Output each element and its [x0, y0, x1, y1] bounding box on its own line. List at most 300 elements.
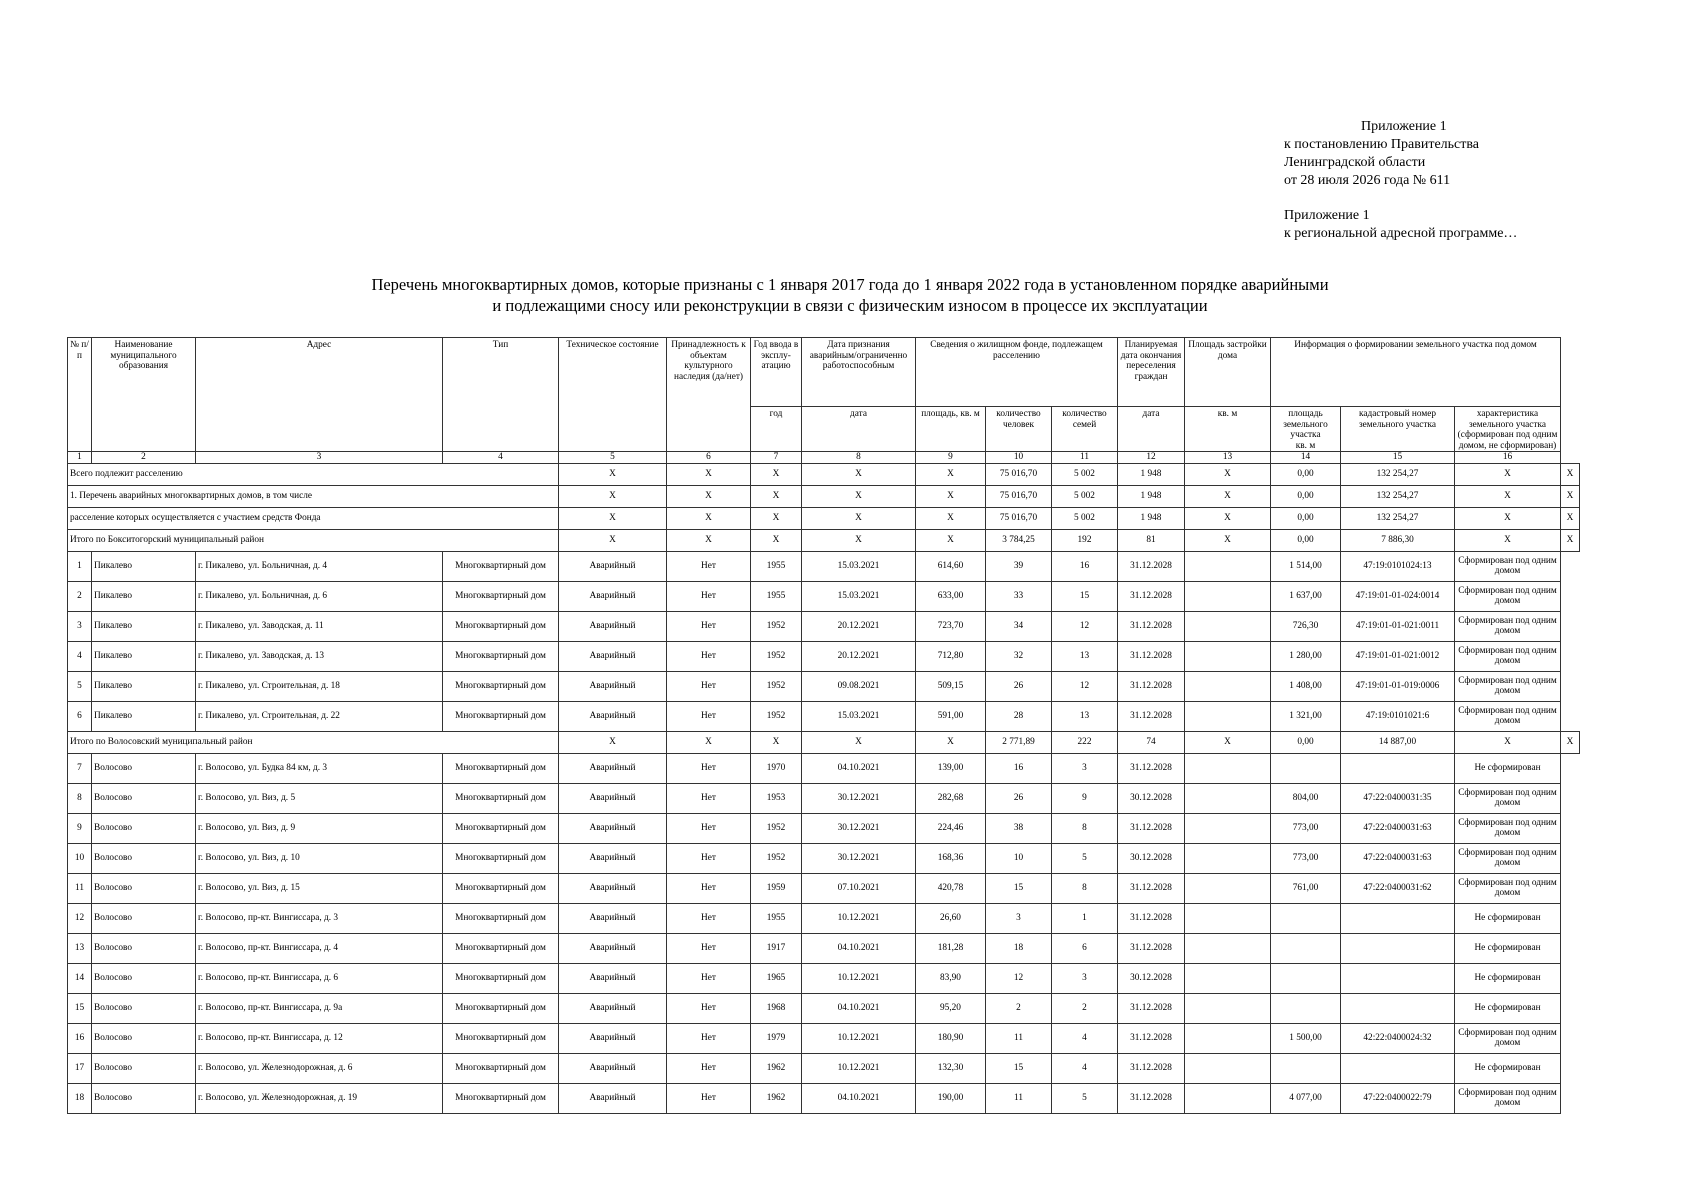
cell-type: Многоквартирный дом [443, 581, 559, 611]
cell-build-area [1185, 933, 1271, 963]
table-row [68, 753, 1580, 783]
cell-planned: X [1185, 529, 1271, 551]
table-row [68, 641, 1580, 671]
cell-area: 181,28 [916, 933, 986, 963]
cell-address: г. Волосово, пр-кт. Вингиссара, д. 12 [196, 1023, 443, 1053]
table-row [68, 783, 1580, 813]
cell-type: Многоквартирный дом [443, 993, 559, 1023]
cell-date: 04.10.2021 [802, 933, 916, 963]
cell-people: 5 002 [1052, 507, 1118, 529]
cell-planned: 31.12.2028 [1118, 701, 1185, 731]
cell-state: X [667, 731, 751, 753]
cell-area: 168,36 [916, 843, 986, 873]
cell-area: 282,68 [916, 783, 986, 813]
table-row [68, 873, 1580, 903]
table-body [68, 463, 1580, 1113]
cell-municipality: Пикалево [92, 581, 196, 611]
cell-municipality: Волосово [92, 1023, 196, 1053]
cell-land-area: 4 077,00 [1271, 1083, 1341, 1113]
cell-year: 1952 [751, 813, 802, 843]
cell-families: 12 [1052, 671, 1118, 701]
header-land-area: площадь земельного участка [1283, 409, 1328, 441]
table-row [68, 1053, 1580, 1083]
cell-heritage: Нет [667, 641, 751, 671]
cell-state: Аварийный [559, 611, 667, 641]
column-number: 14 [1271, 452, 1341, 464]
cell-date: 04.10.2021 [802, 753, 916, 783]
cell-families: 8 [1052, 873, 1118, 903]
cell-area: 190,00 [916, 1083, 986, 1113]
cell-land-area: 1 637,00 [1271, 581, 1341, 611]
appendix-line: Приложение 1 [1361, 119, 1447, 134]
cell-build-area [1185, 1083, 1271, 1113]
cell-cadastral [1341, 903, 1455, 933]
cell-heritage: Нет [667, 783, 751, 813]
cell-date: 15.03.2021 [802, 701, 916, 731]
cell-land-char: Не сформирован [1455, 933, 1561, 963]
cell-build-area [1185, 963, 1271, 993]
cell-num: 13 [68, 933, 92, 963]
cell-people: 39 [986, 551, 1052, 581]
cell-date: 15.03.2021 [802, 551, 916, 581]
appendix-line: к региональной адресной программе… [1284, 226, 1518, 241]
cell-date: 04.10.2021 [802, 993, 916, 1023]
cell-heritage: Нет [667, 903, 751, 933]
cell-heritage: Нет [667, 873, 751, 903]
cell-families: 13 [1052, 641, 1118, 671]
cell-land-area: 132 254,27 [1341, 507, 1455, 529]
cell-land-char: Не сформирован [1455, 903, 1561, 933]
cell-area: 75 016,70 [986, 507, 1052, 529]
cell-cadastral: 47:22:0400031:63 [1341, 813, 1455, 843]
cell-land-char: Сформирован под одним домом [1455, 1083, 1561, 1113]
cell-families: 16 [1052, 551, 1118, 581]
cell-cadastral: 42:22:0400024:32 [1341, 1023, 1455, 1053]
cell-heritage: Нет [667, 1083, 751, 1113]
cell-area: 26,60 [916, 903, 986, 933]
cell-cadastral: X [1455, 529, 1561, 551]
cell-heritage: X [751, 529, 802, 551]
cell-people: 10 [986, 843, 1052, 873]
total-label: Всего подлежит расселению [68, 463, 559, 485]
appendix-line: Ленинградской области [1284, 155, 1426, 170]
cell-state: Аварийный [559, 933, 667, 963]
cell-build-area [1185, 813, 1271, 843]
cell-land-char: Не сформирован [1455, 963, 1561, 993]
cell-municipality: Волосово [92, 933, 196, 963]
document-title [60, 274, 1640, 316]
cell-date: X [916, 507, 986, 529]
cell-address: г. Волосово, пр-кт. Вингиссара, д. 3 [196, 903, 443, 933]
cell-heritage: X [751, 731, 802, 753]
cell-type: Многоквартирный дом [443, 963, 559, 993]
cell-num: 4 [68, 641, 92, 671]
cell-land-char: Сформирован под одним домом [1455, 671, 1561, 701]
cell-type: Многоквартирный дом [443, 701, 559, 731]
cell-land-area: 7 886,30 [1341, 529, 1455, 551]
cell-people: 5 002 [1052, 485, 1118, 507]
cell-land-area [1271, 903, 1341, 933]
cell-cadastral: 47:19:0101021:6 [1341, 701, 1455, 731]
cell-families: 4 [1052, 1053, 1118, 1083]
cell-cadastral: X [1455, 507, 1561, 529]
cell-heritage: Нет [667, 843, 751, 873]
cell-type: Многоквартирный дом [443, 843, 559, 873]
cell-planned: 31.12.2028 [1118, 611, 1185, 641]
cell-cadastral: X [1455, 463, 1561, 485]
cell-land-char: Сформирован под одним домом [1455, 873, 1561, 903]
cell-planned: 31.12.2028 [1118, 1083, 1185, 1113]
cell-people: 11 [986, 1083, 1052, 1113]
cell-year: X [802, 529, 916, 551]
cell-land-char: Не сформирован [1455, 1053, 1561, 1083]
unit-year: год [751, 407, 802, 452]
cell-families: 5 [1052, 843, 1118, 873]
cell-people: 16 [986, 753, 1052, 783]
unit-date: дата [802, 407, 916, 452]
cell-area: 723,70 [916, 611, 986, 641]
cell-area: 633,00 [916, 581, 986, 611]
table-row [68, 671, 1580, 701]
cell-year: 1962 [751, 1053, 802, 1083]
table-row [68, 813, 1580, 843]
cell-date: 15.03.2021 [802, 581, 916, 611]
cell-people: 12 [986, 963, 1052, 993]
column-number: 10 [986, 452, 1052, 464]
cell-land-area: 1 321,00 [1271, 701, 1341, 731]
header-planned-end: Планируемая дата окончания переселения граждан [1118, 338, 1185, 407]
cell-heritage: X [751, 507, 802, 529]
cell-type: X [559, 731, 667, 753]
title-line: и подлежащими сносу или реконструкции в связи с физическим износом в процессе их эксплуатации [492, 296, 1208, 315]
cell-type: X [559, 507, 667, 529]
cell-state: Аварийный [559, 783, 667, 813]
appendix-line: Приложение 1 [1284, 208, 1370, 223]
cell-land-area [1271, 1053, 1341, 1083]
cell-planned: 31.12.2028 [1118, 1023, 1185, 1053]
cell-heritage: Нет [667, 1053, 751, 1083]
cell-date: X [916, 485, 986, 507]
cell-planned: 31.12.2028 [1118, 753, 1185, 783]
cell-cadastral [1341, 1053, 1455, 1083]
column-number-row [68, 452, 1580, 464]
header-land-char: характеристика земельного участка (сформирован под одним домом, не сформирован) [1455, 407, 1561, 452]
cell-people: 38 [986, 813, 1052, 843]
cell-land-char: X [1561, 529, 1580, 551]
cell-area: 95,20 [916, 993, 986, 1023]
cell-year: 1955 [751, 581, 802, 611]
cell-state: X [667, 507, 751, 529]
header-land-info-text: Информация о формировании земельного участка под домом [1294, 340, 1537, 350]
cell-address: г. Волосово, ул. Виз, д. 5 [196, 783, 443, 813]
cell-cadastral: X [1455, 485, 1561, 507]
cell-date: X [916, 731, 986, 753]
cell-num: 10 [68, 843, 92, 873]
cell-cadastral [1341, 933, 1455, 963]
cell-planned: X [1185, 463, 1271, 485]
column-number: 3 [196, 452, 443, 464]
cell-land-area [1271, 963, 1341, 993]
header-heritage: Принадлежность к объектам культурного наследия (да/нет) [667, 338, 751, 452]
cell-cadastral: 47:22:0400022:79 [1341, 1083, 1455, 1113]
cell-land-char: X [1561, 485, 1580, 507]
cell-num: 6 [68, 701, 92, 731]
cell-build-area: 0,00 [1271, 507, 1341, 529]
cell-people: 3 [986, 903, 1052, 933]
cell-heritage: Нет [667, 581, 751, 611]
cell-num: 9 [68, 813, 92, 843]
cell-land-char: Сформирован под одним домом [1455, 1023, 1561, 1053]
cell-heritage: X [751, 485, 802, 507]
cell-num: 11 [68, 873, 92, 903]
cell-land-char: Сформирован под одним домом [1455, 783, 1561, 813]
cell-people: 34 [986, 611, 1052, 641]
appendix-line: от 28 июля 2026 года № 611 [1284, 173, 1451, 188]
cell-build-area [1185, 753, 1271, 783]
cell-heritage: Нет [667, 1023, 751, 1053]
header-type: Тип [443, 338, 559, 452]
cell-land-area: 1 500,00 [1271, 1023, 1341, 1053]
cell-heritage: Нет [667, 933, 751, 963]
cell-build-area [1185, 903, 1271, 933]
cell-num: 17 [68, 1053, 92, 1083]
cell-people: 26 [986, 671, 1052, 701]
cell-people: 5 002 [1052, 463, 1118, 485]
cell-people: 26 [986, 783, 1052, 813]
cell-build-area [1185, 873, 1271, 903]
cell-heritage: Нет [667, 753, 751, 783]
header-build-area: Площадь застройки дома [1185, 338, 1271, 407]
column-number: 1 [68, 452, 92, 464]
cell-area: 591,00 [916, 701, 986, 731]
cell-heritage: Нет [667, 993, 751, 1023]
cell-heritage: Нет [667, 611, 751, 641]
unit-area: площадь, кв. м [916, 407, 986, 452]
cell-address: г. Пикалево, ул. Заводская, д. 13 [196, 641, 443, 671]
cell-num: 7 [68, 753, 92, 783]
column-number: 4 [443, 452, 559, 464]
cell-cadastral [1341, 753, 1455, 783]
cell-area: 224,46 [916, 813, 986, 843]
cell-state: Аварийный [559, 701, 667, 731]
cell-families: 3 [1052, 753, 1118, 783]
cell-land-area: 761,00 [1271, 873, 1341, 903]
column-number: 13 [1185, 452, 1271, 464]
cell-people: 28 [986, 701, 1052, 731]
cell-build-area [1185, 783, 1271, 813]
cell-land-char: Не сформирован [1455, 753, 1561, 783]
cell-land-area [1271, 993, 1341, 1023]
unit-sqm: кв. м [1185, 407, 1271, 452]
header-land-info [1271, 338, 1561, 407]
cell-heritage: Нет [667, 551, 751, 581]
cell-families: 74 [1118, 731, 1185, 753]
column-number: 11 [1052, 452, 1118, 464]
cell-heritage: Нет [667, 963, 751, 993]
cell-families: 81 [1118, 529, 1185, 551]
cell-planned: 31.12.2028 [1118, 1053, 1185, 1083]
cell-planned: 31.12.2028 [1118, 671, 1185, 701]
cell-date: X [916, 529, 986, 551]
cell-land-char: Сформирован под одним домом [1455, 813, 1561, 843]
cell-municipality: Пикалево [92, 671, 196, 701]
cell-date: 09.08.2021 [802, 671, 916, 701]
cell-area: 132,30 [916, 1053, 986, 1083]
cell-build-area [1185, 551, 1271, 581]
cell-year: X [802, 485, 916, 507]
header-year-built: Год ввода в эксплу-атацию [751, 338, 802, 407]
cell-build-area [1185, 671, 1271, 701]
cell-people: 222 [1052, 731, 1118, 753]
cell-municipality: Волосово [92, 963, 196, 993]
total-row [68, 731, 1580, 753]
cell-year: 1959 [751, 873, 802, 903]
table-row [68, 701, 1580, 731]
cell-municipality: Волосово [92, 873, 196, 903]
cell-municipality: Пикалево [92, 551, 196, 581]
cell-area: 75 016,70 [986, 463, 1052, 485]
cell-families: 3 [1052, 963, 1118, 993]
unit-date2: дата [1118, 407, 1185, 452]
cell-cadastral [1341, 963, 1455, 993]
cell-date: 04.10.2021 [802, 1083, 916, 1113]
total-label: расселение которых осуществляется с участием средств Фонда [68, 507, 559, 529]
cell-year: 1952 [751, 671, 802, 701]
cell-area: 139,00 [916, 753, 986, 783]
cell-families: 15 [1052, 581, 1118, 611]
cell-municipality: Волосово [92, 753, 196, 783]
cell-area: 614,60 [916, 551, 986, 581]
cell-families: 1 948 [1118, 485, 1185, 507]
cell-planned: 30.12.2028 [1118, 843, 1185, 873]
cell-num: 15 [68, 993, 92, 1023]
cell-num: 3 [68, 611, 92, 641]
column-number: 12 [1118, 452, 1185, 464]
cell-planned: 30.12.2028 [1118, 963, 1185, 993]
cell-municipality: Пикалево [92, 701, 196, 731]
column-number: 2 [92, 452, 196, 464]
cell-date: 20.12.2021 [802, 641, 916, 671]
cell-num: 18 [68, 1083, 92, 1113]
cell-people: 33 [986, 581, 1052, 611]
cell-people: 15 [986, 1053, 1052, 1083]
cell-address: г. Волосово, ул. Виз, д. 10 [196, 843, 443, 873]
cell-planned: 31.12.2028 [1118, 873, 1185, 903]
total-row [68, 485, 1580, 507]
cell-build-area [1185, 611, 1271, 641]
cell-municipality: Пикалево [92, 641, 196, 671]
cell-planned: 31.12.2028 [1118, 551, 1185, 581]
cell-date: 20.12.2021 [802, 611, 916, 641]
header-num: № п/п [68, 338, 92, 452]
cell-date: 30.12.2021 [802, 783, 916, 813]
table-row [68, 551, 1580, 581]
cell-municipality: Волосово [92, 903, 196, 933]
cell-year: 1917 [751, 933, 802, 963]
cell-address: г. Волосово, ул. Железнодорожная, д. 19 [196, 1083, 443, 1113]
cell-build-area: 0,00 [1271, 529, 1341, 551]
cell-state: Аварийный [559, 963, 667, 993]
cell-build-area [1185, 581, 1271, 611]
cell-municipality: Волосово [92, 1083, 196, 1113]
cell-land-char: Сформирован под одним домом [1455, 551, 1561, 581]
cell-heritage: Нет [667, 813, 751, 843]
cell-type: Многоквартирный дом [443, 813, 559, 843]
cell-planned: X [1185, 485, 1271, 507]
cell-land-area: 726,30 [1271, 611, 1341, 641]
title-line: Перечень многоквартирных домов, которые признаны с 1 января 2017 года до 1 января 2022 года в установленном порядке аварийными [371, 275, 1329, 294]
cell-type: Многоквартирный дом [443, 903, 559, 933]
cell-type: Многоквартирный дом [443, 1053, 559, 1083]
cell-area: 83,90 [916, 963, 986, 993]
cell-state: X [667, 485, 751, 507]
unit-families: количество семей [1052, 407, 1118, 452]
cell-families: 9 [1052, 783, 1118, 813]
cell-build-area [1185, 993, 1271, 1023]
cell-land-area: 773,00 [1271, 843, 1341, 873]
cell-land-char: Сформирован под одним домом [1455, 701, 1561, 731]
cell-land-area: 773,00 [1271, 813, 1341, 843]
table-row [68, 843, 1580, 873]
cell-land-char: X [1561, 463, 1580, 485]
cell-address: г. Волосово, пр-кт. Вингиссара, д. 6 [196, 963, 443, 993]
cell-date: 10.12.2021 [802, 1023, 916, 1053]
appendix-block [1284, 118, 1517, 243]
cell-families: 2 [1052, 993, 1118, 1023]
cell-area: 3 784,25 [986, 529, 1052, 551]
cell-type: Многоквартирный дом [443, 551, 559, 581]
cell-families: 12 [1052, 611, 1118, 641]
cell-state: Аварийный [559, 993, 667, 1023]
cell-land-area: 132 254,27 [1341, 463, 1455, 485]
cell-land-char: X [1561, 507, 1580, 529]
cell-area: 509,15 [916, 671, 986, 701]
cell-state: Аварийный [559, 551, 667, 581]
cell-build-area [1185, 843, 1271, 873]
cell-cadastral: 47:22:0400031:35 [1341, 783, 1455, 813]
total-label: Итого по Волосовский муниципальный район [68, 731, 559, 753]
table-row [68, 1023, 1580, 1053]
cell-land-char: Не сформирован [1455, 993, 1561, 1023]
cell-cadastral: 47:19:01-01-021:0012 [1341, 641, 1455, 671]
column-number: 8 [802, 452, 916, 464]
table-row [68, 611, 1580, 641]
cell-address: г. Волосово, пр-кт. Вингиссара, д. 4 [196, 933, 443, 963]
cell-land-area [1271, 933, 1341, 963]
cell-people: 32 [986, 641, 1052, 671]
header-cadastral: кадастровый номер земельного участка [1341, 407, 1455, 452]
cell-families: 4 [1052, 1023, 1118, 1053]
cell-type: Многоквартирный дом [443, 671, 559, 701]
cell-land-area: 1 408,00 [1271, 671, 1341, 701]
cell-date: 10.12.2021 [802, 963, 916, 993]
header-emergency-date: Дата признания аварийным/ограниченно работоспособным [802, 338, 916, 407]
cell-land-area: 1 514,00 [1271, 551, 1341, 581]
cell-state: Аварийный [559, 873, 667, 903]
cell-municipality: Волосово [92, 783, 196, 813]
cell-address: г. Пикалево, ул. Больничная, д. 6 [196, 581, 443, 611]
column-number: 9 [916, 452, 986, 464]
cell-planned: X [1185, 507, 1271, 529]
cell-land-char: X [1561, 731, 1580, 753]
cell-address: г. Пикалево, ул. Строительная, д. 22 [196, 701, 443, 731]
cell-date: X [916, 463, 986, 485]
cell-cadastral: 47:22:0400031:62 [1341, 873, 1455, 903]
cell-type: Многоквартирный дом [443, 783, 559, 813]
cell-build-area: 0,00 [1271, 463, 1341, 485]
total-label: Итого по Бокситогорский муниципальный район [68, 529, 559, 551]
cell-land-char: Сформирован под одним домом [1455, 611, 1561, 641]
